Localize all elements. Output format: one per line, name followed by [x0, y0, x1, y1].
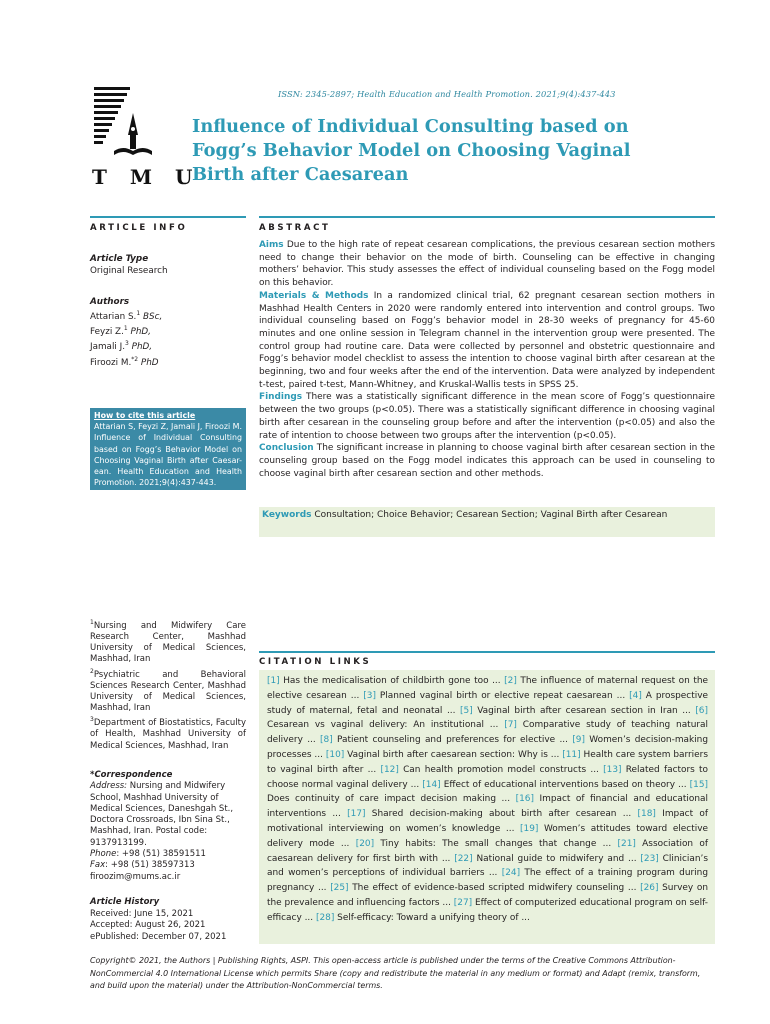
- author-item: Jamali J.$^3$ PhD,: [90, 340, 153, 353]
- citation-links-rule: [259, 651, 715, 653]
- citation-link-number[interactable]: [6]: [695, 705, 708, 716]
- citation-link-text: Planned vaginal birth or elective repeat caesarean ...: [375, 690, 630, 701]
- accepted-date: Accepted: August 26, 2021: [90, 920, 206, 931]
- citation-links-heading: CITATION LINKS: [259, 657, 372, 667]
- logo-text: T M U: [92, 165, 201, 189]
- citation-link-item[interactable]: [267, 676, 504, 686]
- citation-link-item[interactable]: [363, 691, 629, 701]
- citation-link-number[interactable]: [21]: [617, 838, 636, 849]
- author-item: Firoozi M.$^{*2}$ PhD: [90, 355, 159, 368]
- correspondence-label: *Correspondence: [90, 770, 173, 780]
- citation-link-text: Vaginal birth after caesarean section: Why is ...: [344, 749, 563, 760]
- affiliation-item: $^1$Nursing and Midwifery Care Research Center, Mashhad University of Medical Sciences, Mashhad, Iran: [90, 619, 246, 665]
- citation-link-number[interactable]: [26]: [640, 883, 659, 894]
- citation-link-item[interactable]: [330, 883, 640, 893]
- citation-link-text: A prospective study of maternal, fetal and neonatal ...: [267, 690, 708, 716]
- citation-link-text: The effect of a training program during pregnancy ...: [267, 868, 709, 894]
- correspondence-email[interactable]: firoozim@mums.ac.ir: [90, 871, 181, 882]
- citation-link-number[interactable]: [9]: [572, 735, 585, 746]
- authors-block: [90, 296, 246, 369]
- citation-link-text: Has the medicalisation of childbirth gone too ...: [279, 676, 505, 686]
- article-type-label: Article Type: [90, 254, 149, 264]
- citation-link-number[interactable]: [4]: [629, 690, 642, 701]
- citation-link-number[interactable]: [20]: [355, 838, 375, 849]
- citation-link-text: Association of caesarean delivery for first birth with ...: [267, 838, 709, 864]
- citation-link-item[interactable]: [454, 854, 640, 864]
- copyright-notice: Copyright© 2021, the Authors | Publishing Rights, ASPI. This open-access article is published under the terms of the Creative Commons Attribution-NonCommercial 4.0 International License which permits Share (copy and redistribute the material in any medium or format) and Adapt (remix, transform, and build upon the material) under the Attribution-NonCommercial terms.: [90, 956, 701, 990]
- citation-link-number[interactable]: [7]: [504, 720, 517, 731]
- article-history-label: Article History: [90, 897, 160, 907]
- citation-link-text: Cesarean vs vaginal delivery: An institutional ...: [267, 720, 505, 731]
- affiliations-block: [90, 617, 246, 752]
- citation-link-number[interactable]: [22]: [454, 853, 473, 864]
- citation-link-number[interactable]: [2]: [504, 676, 517, 686]
- article-type-block: [90, 253, 246, 277]
- citation-link-number[interactable]: [28]: [315, 912, 335, 923]
- citation-link-text: Clinician’s and women’s perceptions of individual barriers ...: [267, 853, 709, 879]
- abstract-body: [259, 239, 715, 480]
- citation-link-item[interactable]: [356, 839, 618, 849]
- citation-link-text: Shared decision-making about birth after cesarean ...: [365, 809, 638, 820]
- citation-link-text: Effect of computerized educational program on self-efficacy ...: [267, 897, 708, 923]
- citation-link-item[interactable]: [326, 750, 562, 760]
- author-item: Feyzi Z.$^1$ PhD,: [90, 325, 151, 338]
- citation-link-text: Related factors to choose normal vaginal delivery ...: [267, 764, 709, 790]
- keywords-text: Consultation; Choice Behavior; Cesarean Section; Vaginal Birth after Cesarean: [311, 510, 668, 520]
- correspondence-block: [90, 770, 246, 883]
- citation-link-number[interactable]: [27]: [453, 897, 473, 908]
- published-date: ePublished: December 07, 2021: [90, 931, 227, 942]
- citation-link-text: Patient counseling and preferences for elective ...: [332, 735, 573, 746]
- citation-link-number[interactable]: [11]: [562, 749, 581, 760]
- citation-link-text: Comparative study of teaching natural delivery ...: [267, 720, 708, 746]
- citation-link-number[interactable]: [18]: [637, 809, 656, 820]
- citation-link-number[interactable]: [19]: [520, 823, 539, 834]
- correspondence-fax: Fax: +98 (51) 38597313: [90, 860, 195, 871]
- citation-link-text: The influence of maternal request on the elective cesarean ...: [267, 676, 708, 701]
- citation-link-text: The effect of evidence-based scripted midwifery counseling ...: [348, 883, 641, 894]
- abstract-methods: Materials & Methods In a randomized clinical trial, 62 pregnant cesarean section mothers in Mashhad Health Centers in 2020 were randomly entered into intervention and control groups. Two individual counseling based on Fogg’s behavior model in 28-30 weeks of pregnancy for 45-60 minutes and one online session in Telegram channel in the intervention group were presented. The control group had routine care. Data were collected by personnel and obstetric questionnaire and Fogg’s behavior model checklist to assess the intention to choose vaginal birth after cesarean at the beginning, two and four weeks after the end of the intervention. Data were analyzed by independent t-test, paired t-test, Mann-Whitney, and Kruskal-Wallis tests in SPSS 25.: [259, 290, 715, 390]
- citation-link-number[interactable]: [8]: [320, 735, 333, 746]
- citation-link-item[interactable]: [316, 913, 530, 923]
- citation-link-number[interactable]: [23]: [640, 853, 659, 864]
- received-date: Received: June 15, 2021: [90, 908, 194, 919]
- author-item: Attarian S.$^1$ BSc,: [90, 310, 163, 323]
- citation-link-text: Does continuity of care impact decision making ...: [267, 794, 516, 805]
- article-info-heading: ARTICLE INFO: [90, 223, 188, 233]
- citation-link-number[interactable]: [3]: [363, 690, 376, 701]
- article-history-block: [90, 897, 246, 943]
- article-info-rule: [90, 216, 246, 218]
- abstract-rule: [259, 216, 715, 218]
- abstract-heading: ABSTRACT: [259, 223, 331, 233]
- citation-link-text: Women’s attitudes toward elective delivery mode ...: [267, 823, 708, 849]
- keywords-label: Keywords: [262, 510, 312, 520]
- how-to-cite-text: Attarian S, Feyzi Z, Jamali J, Firoozi M. Influence of Individual Consulting based on Fogg’s Behavior Model on Choosing Vaginal Birth after Caesar-ean. Health Education and Health Promotion. 2021;9(4):437-443.: [94, 422, 242, 488]
- article-type-value: Original Research: [90, 266, 168, 277]
- citation-link-text: Self-efficacy: Toward a unifying theory of ...: [334, 912, 530, 923]
- citation-link-text: Vaginal birth after cesarean section in Iran ...: [472, 705, 696, 716]
- journal-issn-line: ISSN: 2345-2897; Health Education and Health Promotion. 2021;9(4):437-443: [278, 89, 616, 99]
- citation-link-item[interactable]: [320, 735, 572, 745]
- abstract-findings: Findings There was a statistically significant difference in the mean score of Fogg’s questionnaire between the two groups (p<0.05). There was a statistically significant difference in choosing vaginal birth after cesarean in the counseling group before and after the intervention (p<0.05) and also the rate of intention to choose between two groups after the intervention (p<0.05).: [259, 392, 715, 441]
- citation-link-number[interactable]: [15]: [689, 779, 709, 790]
- affiliation-item: $^2$Psychiatric and Behavioral Sciences Research Center, Mashhad University of Medical Sciences, Mashhad, Iran: [90, 667, 246, 714]
- citation-link-text: Impact of financial and educational interventions ...: [267, 794, 708, 820]
- authors-label: Authors: [90, 297, 130, 307]
- logo-emblem-icon: [92, 85, 174, 165]
- affiliation-item: $^3$Department of Biostatistics, Faculty of Health, Mashhad University of Medical Sciences, Mashhad, Iran: [90, 716, 246, 751]
- citation-link-text: National guide to midwifery and ...: [472, 853, 641, 864]
- citation-link-text: Health care system barriers to vaginal birth after ...: [267, 749, 708, 775]
- correspondence-phone: Phone: +98 (51) 38591511: [90, 849, 206, 860]
- citation-link-number[interactable]: [14]: [422, 779, 441, 790]
- citation-link-text: Tiny habits: The small changes that change ...: [374, 838, 618, 849]
- citation-link-item[interactable]: [347, 809, 637, 819]
- correspondence-address: Address: Nursing and Midwifery School, Mashhad University of Medical Sciences, Daneshgah St., Doctora Crossroads, Ibn Sina St., Mashhad, Iran. Postal code: 9137913199.: [90, 781, 234, 848]
- abstract-aims: Aims Due to the high rate of repeat cesarean complications, the previous cesarean section mothers need to change their behavior on the mode of birth. Counseling can be effective in changing mothers’ behavior. This study assesses the effect of individual counseling based on the Fogg model on this behavior.: [259, 240, 715, 289]
- citation-link-text: Impact of motivational interviewing on women’s knowledge ...: [267, 809, 708, 834]
- citation-link-text: Can health promotion model constructs ...: [398, 764, 604, 775]
- keywords-box: [259, 507, 715, 537]
- citation-link-text: Effect of educational interventions based on theory ...: [440, 779, 690, 790]
- citation-link-text: Survey on the prevalence and influencing factors ...: [267, 883, 709, 908]
- citation-link-number[interactable]: [1]: [267, 676, 280, 686]
- article-title: Influence of Individual Consulting based on Fogg’s Behavior Model on Choosing Vaginal Birth after Caesarean: [192, 116, 631, 185]
- citation-link-number[interactable]: [12]: [380, 764, 399, 775]
- citation-link-number[interactable]: [25]: [330, 883, 349, 894]
- citation-link-number[interactable]: [17]: [347, 809, 366, 820]
- citation-link-item[interactable]: [380, 765, 603, 775]
- citation-link-item[interactable]: [460, 706, 695, 716]
- citation-link-item[interactable]: [422, 780, 689, 790]
- citation-link-number[interactable]: [10]: [325, 749, 345, 760]
- how-to-cite-title[interactable]: How to cite this article: [94, 411, 196, 420]
- abstract-conclusion: Conclusion The significant increase in planning to choose vaginal birth after cesarean section in the counseling group based on the Fogg model indicates this approach can be used in counseling to choose vaginal birth after cesarean section and other methods.: [259, 443, 715, 479]
- citation-links-box: [259, 670, 715, 944]
- citation-link-number[interactable]: [13]: [603, 764, 622, 775]
- tmu-logo: [92, 85, 201, 197]
- citation-link-number[interactable]: [5]: [460, 705, 473, 716]
- how-to-cite-box: [90, 408, 246, 490]
- citation-link-text: Women’s decision-making processes ...: [267, 735, 708, 760]
- citation-link-number[interactable]: [24]: [501, 868, 521, 879]
- citation-link-number[interactable]: [16]: [515, 794, 534, 805]
